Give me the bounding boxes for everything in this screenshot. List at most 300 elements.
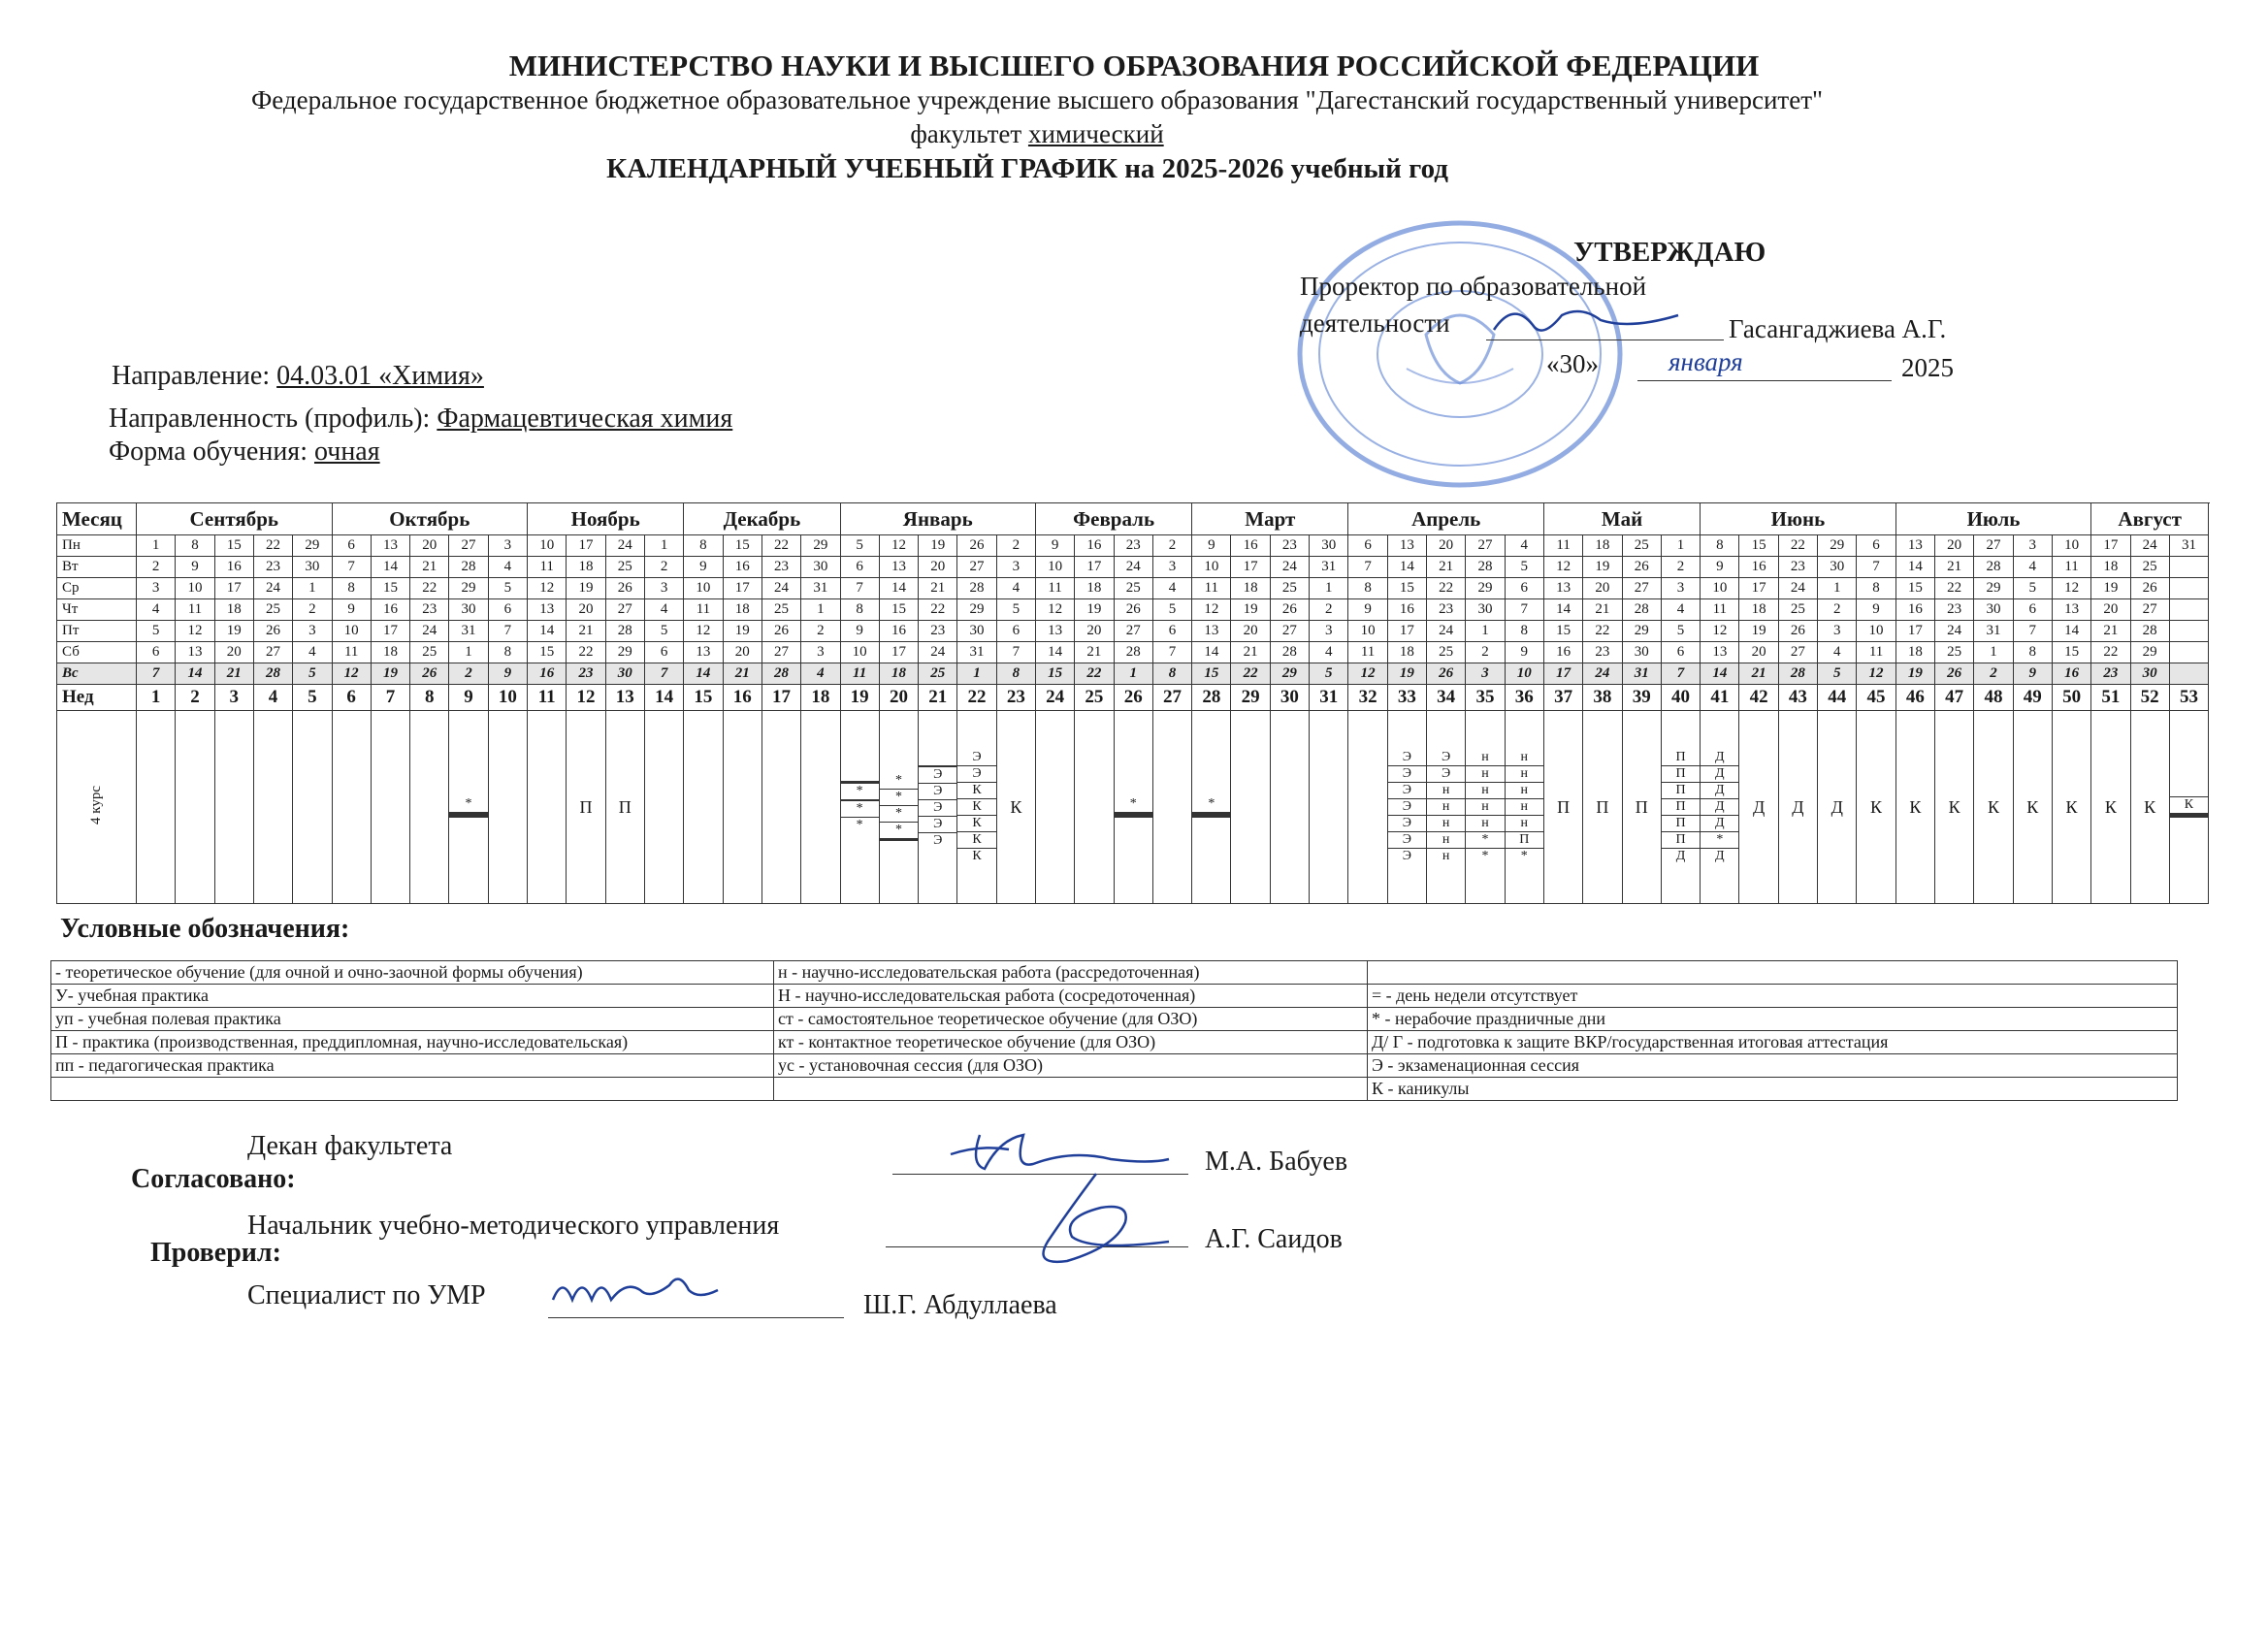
date-cell: 24 — [1583, 663, 1622, 685]
date-cell: 9 — [1857, 599, 1895, 621]
date-cell: 26 — [1778, 621, 1817, 642]
schedule-week-10 — [488, 711, 527, 904]
legend-entry — [1368, 961, 2178, 985]
date-cell: 13 — [1192, 621, 1231, 642]
schedule-week-5 — [293, 711, 332, 904]
date-cell: 3 — [801, 642, 840, 663]
date-cell: 16 — [371, 599, 409, 621]
schedule-week-4 — [253, 711, 292, 904]
week-number: 27 — [1152, 685, 1191, 711]
date-cell: 19 — [1231, 599, 1270, 621]
date-cell: 27 — [605, 599, 644, 621]
week-number: 11 — [528, 685, 567, 711]
date-cell: 2 — [1466, 642, 1505, 663]
schedule-week-mark: К — [1010, 796, 1022, 817]
week-number: 49 — [2013, 685, 2052, 711]
week-number: 40 — [1661, 685, 1700, 711]
date-cell: 10 — [332, 621, 371, 642]
week-number: 15 — [684, 685, 723, 711]
date-cell: 27 — [253, 642, 292, 663]
date-cell: 31 — [2169, 535, 2208, 557]
date-cell: 31 — [1974, 621, 2013, 642]
legend-entry — [774, 1078, 1368, 1101]
date-cell: 7 — [1857, 557, 1895, 578]
date-cell: 24 — [2130, 535, 2169, 557]
date-cell: 22 — [410, 578, 449, 599]
date-cell: 7 — [996, 642, 1035, 663]
date-cell: 19 — [371, 663, 409, 685]
date-cell: 21 — [1935, 557, 1974, 578]
date-cell: 27 — [761, 642, 800, 663]
date-cell: 2 — [1661, 557, 1700, 578]
date-cell: 21 — [1739, 663, 1778, 685]
date-cell: 20 — [723, 642, 761, 663]
schedule-day-cell: н — [1506, 783, 1543, 799]
schedule-week-36 — [1505, 711, 1543, 904]
date-cell: 29 — [2130, 642, 2169, 663]
month-header: Август — [2091, 503, 2209, 535]
date-cell: 4 — [1505, 535, 1543, 557]
schedule-week-22 — [957, 711, 996, 904]
weekday-label: Вт — [57, 557, 137, 578]
date-cell: 3 — [137, 578, 176, 599]
date-cell: 13 — [1035, 621, 1074, 642]
schedule-week-20 — [879, 711, 918, 904]
date-cell: 18 — [1231, 578, 1270, 599]
schedule-week-46 — [1895, 711, 1934, 904]
schedule-week-mark: К — [1870, 796, 1883, 817]
week-number: 18 — [801, 685, 840, 711]
date-cell: 22 — [1075, 663, 1114, 685]
date-cell: 26 — [2130, 578, 2169, 599]
schedule-day-cell: н — [1506, 750, 1543, 766]
date-cell: 22 — [567, 642, 605, 663]
date-cell: 10 — [684, 578, 723, 599]
schedule-week-48 — [1974, 711, 2013, 904]
date-cell: 12 — [879, 535, 918, 557]
date-cell: 31 — [801, 578, 840, 599]
date-cell: 5 — [996, 599, 1035, 621]
schedule-day-cell: П — [1662, 832, 1700, 849]
date-cell: 10 — [1701, 578, 1739, 599]
date-cell: 13 — [176, 642, 214, 663]
direction-label: Направление: — [112, 361, 271, 391]
date-cell: 16 — [879, 621, 918, 642]
date-cell: 12 — [1035, 599, 1074, 621]
schedule-day-cell: Д — [1701, 766, 1738, 783]
week-number: 53 — [2169, 685, 2208, 711]
week-number: 50 — [2052, 685, 2090, 711]
week-number: 1 — [137, 685, 176, 711]
schedule-week-51 — [2091, 711, 2130, 904]
date-cell: 18 — [567, 557, 605, 578]
date-cell: 20 — [2091, 599, 2130, 621]
week-number: 37 — [1543, 685, 1582, 711]
date-cell: 5 — [293, 663, 332, 685]
date-cell: 7 — [644, 663, 683, 685]
direction-line — [112, 361, 484, 392]
schedule-day-cell: н — [1506, 816, 1543, 832]
schedule-week-53 — [2169, 711, 2208, 904]
date-cell: 18 — [1387, 642, 1426, 663]
date-cell: 9 — [1192, 535, 1231, 557]
date-cell: 25 — [1270, 578, 1309, 599]
date-cell: 17 — [1387, 621, 1426, 642]
date-cell: 30 — [957, 621, 996, 642]
schedule-week-41 — [1701, 711, 1739, 904]
institution-name: Федеральное государственное бюджетное образовательное учреждение высшего образования "Дагестанский государственный университет" — [250, 85, 1824, 114]
date-cell: 15 — [214, 535, 253, 557]
schedule-day-cell: Э — [919, 800, 956, 817]
schedule-week-34 — [1427, 711, 1466, 904]
week-number: 12 — [567, 685, 605, 711]
date-cell: 17 — [879, 642, 918, 663]
date-cell: 14 — [1895, 557, 1934, 578]
date-cell: 18 — [214, 599, 253, 621]
schedule-day-cell: П — [1662, 799, 1700, 816]
date-cell: 28 — [2130, 621, 2169, 642]
date-cell: 12 — [684, 621, 723, 642]
week-number: 5 — [293, 685, 332, 711]
date-cell: 25 — [410, 642, 449, 663]
date-cell: 15 — [1192, 663, 1231, 685]
date-cell: 30 — [449, 599, 488, 621]
schedule-day-cell: Э — [957, 766, 995, 783]
schedule-day-cell: н — [1427, 783, 1465, 799]
week-number: 33 — [1387, 685, 1426, 711]
date-cell: 28 — [253, 663, 292, 685]
profile-value: Фармацевтическая химия — [437, 404, 733, 434]
legend-entry: уп - учебная полевая практика — [51, 1008, 774, 1031]
date-cell: 17 — [2091, 535, 2130, 557]
date-cell: 2 — [1152, 535, 1191, 557]
date-cell: 7 — [137, 663, 176, 685]
schedule-day-cell: * — [841, 784, 879, 800]
date-cell: 14 — [684, 663, 723, 685]
date-cell: 7 — [1505, 599, 1543, 621]
schedule-day-cell: Э — [1427, 766, 1465, 783]
schedule-day-cell: Э — [919, 817, 956, 833]
schedule-day-cell: Э — [933, 833, 943, 848]
week-number: 34 — [1427, 685, 1466, 711]
date-cell: 29 — [605, 642, 644, 663]
week-number: 47 — [1935, 685, 1974, 711]
date-cell: 14 — [371, 557, 409, 578]
legend-entry — [51, 1078, 774, 1101]
weekday-label: Пн — [57, 535, 137, 557]
schedule-day-cell: П — [1506, 832, 1543, 849]
schedule-week-9 — [449, 711, 488, 904]
form-label: Форма обучения: — [109, 436, 308, 467]
date-cell: 6 — [1348, 535, 1387, 557]
dean-label: Декан факультета — [247, 1131, 453, 1161]
date-cell: 27 — [1270, 621, 1309, 642]
date-cell: 25 — [1114, 578, 1152, 599]
date-cell: 7 — [1348, 557, 1387, 578]
date-cell — [2169, 621, 2208, 642]
week-number: 24 — [1035, 685, 1074, 711]
date-cell: 14 — [1192, 642, 1231, 663]
legend-entry: кт - контактное теоретическое обучение (для ОЗО) — [774, 1031, 1368, 1054]
date-cell: 12 — [1857, 663, 1895, 685]
schedule-day-cell: Д — [1701, 799, 1738, 816]
date-cell: 19 — [919, 535, 957, 557]
date-cell: 2 — [1974, 663, 2013, 685]
month-header: Февраль — [1035, 503, 1191, 535]
date-cell: 17 — [567, 535, 605, 557]
date-cell: 13 — [528, 599, 567, 621]
date-cell: 10 — [1505, 663, 1543, 685]
schedule-day-cell: К — [957, 816, 995, 832]
legend-entry: К - каникулы — [1368, 1078, 2178, 1101]
week-number: 32 — [1348, 685, 1387, 711]
legend-entry: П - практика (производственная, преддипломная, научно-исследовательская) — [51, 1031, 774, 1054]
date-cell: 3 — [1152, 557, 1191, 578]
date-cell: 3 — [1818, 621, 1857, 642]
schedule-day-cell: н — [1466, 799, 1504, 816]
date-cell: 13 — [2052, 599, 2090, 621]
date-cell: 1 — [801, 599, 840, 621]
month-header: Апрель — [1348, 503, 1544, 535]
date-cell: 13 — [1387, 535, 1426, 557]
date-cell: 13 — [1701, 642, 1739, 663]
date-cell: 8 — [1857, 578, 1895, 599]
date-cell: 14 — [1543, 599, 1582, 621]
date-cell: 24 — [761, 578, 800, 599]
date-cell: 19 — [1387, 663, 1426, 685]
date-cell: 15 — [1035, 663, 1074, 685]
date-cell: 19 — [1583, 557, 1622, 578]
date-cell: 30 — [1818, 557, 1857, 578]
schedule-day-cell: П — [1662, 750, 1700, 766]
schedule-day-cell: * — [880, 790, 918, 806]
schedule-day-cell: * — [880, 823, 918, 839]
date-cell: 24 — [1114, 557, 1152, 578]
date-cell: 9 — [1348, 599, 1387, 621]
date-cell: 25 — [2130, 557, 2169, 578]
legend-entry: Д/ Г - подготовка к защите ВКР/государственная итоговая аттестация — [1368, 1031, 2178, 1054]
date-cell: 21 — [214, 663, 253, 685]
schedule-week-14 — [644, 711, 683, 904]
week-number: 25 — [1075, 685, 1114, 711]
date-cell: 9 — [684, 557, 723, 578]
date-cell: 8 — [488, 642, 527, 663]
date-cell: 16 — [528, 663, 567, 685]
date-cell: 14 — [528, 621, 567, 642]
week-number: 43 — [1778, 685, 1817, 711]
week-number: 45 — [1857, 685, 1895, 711]
date-cell: 1 — [449, 642, 488, 663]
date-cell: 22 — [1935, 578, 1974, 599]
date-cell: 2 — [996, 535, 1035, 557]
date-cell: 28 — [1270, 642, 1309, 663]
schedule-day-cell: Э — [1388, 816, 1426, 832]
month-header: Декабрь — [684, 503, 840, 535]
week-number: 16 — [723, 685, 761, 711]
date-cell: 8 — [176, 535, 214, 557]
schedule-week-6 — [332, 711, 371, 904]
date-cell: 27 — [1466, 535, 1505, 557]
schedule-day-cell: Д — [1701, 750, 1738, 766]
week-number: 9 — [449, 685, 488, 711]
date-cell: 6 — [840, 557, 879, 578]
schedule-day-cell: * — [1192, 796, 1230, 813]
schedule-week-37 — [1543, 711, 1582, 904]
date-cell: 12 — [1701, 621, 1739, 642]
date-cell: 15 — [1895, 578, 1934, 599]
ministry-title: МИНИСТЕРСТВО НАУКИ И ВЫСШЕГО ОБРАЗОВАНИЯ РОССИЙСКОЙ ФЕДЕРАЦИИ — [508, 48, 1760, 82]
schedule-day-cell: н — [1466, 816, 1504, 832]
date-cell: 29 — [1818, 535, 1857, 557]
week-number: 17 — [761, 685, 800, 711]
date-cell: 28 — [1466, 557, 1505, 578]
date-cell: 3 — [996, 557, 1035, 578]
date-cell: 23 — [1427, 599, 1466, 621]
date-cell: 1 — [1818, 578, 1857, 599]
week-number: 42 — [1739, 685, 1778, 711]
date-cell: 8 — [996, 663, 1035, 685]
date-cell: 18 — [1583, 535, 1622, 557]
date-cell: 7 — [488, 621, 527, 642]
date-cell: 21 — [567, 621, 605, 642]
date-cell: 20 — [1231, 621, 1270, 642]
date-cell: 15 — [1387, 578, 1426, 599]
date-cell: 18 — [723, 599, 761, 621]
date-cell: 27 — [1114, 621, 1152, 642]
faculty-value: химический — [1027, 119, 1164, 148]
date-cell: 4 — [2013, 557, 2052, 578]
schedule-week-8 — [410, 711, 449, 904]
date-cell: 1 — [1310, 578, 1348, 599]
date-cell: 21 — [1231, 642, 1270, 663]
date-cell — [2169, 578, 2208, 599]
date-cell: 5 — [644, 621, 683, 642]
date-cell: 11 — [684, 599, 723, 621]
schedule-day-cell: Д — [1715, 849, 1725, 863]
schedule-week-25 — [1075, 711, 1114, 904]
week-number: 35 — [1466, 685, 1505, 711]
date-cell: 28 — [1778, 663, 1817, 685]
date-cell: 11 — [1192, 578, 1231, 599]
date-cell: 21 — [2091, 621, 2130, 642]
date-cell: 30 — [293, 557, 332, 578]
date-cell: 1 — [957, 663, 996, 685]
date-cell: 24 — [1778, 578, 1817, 599]
schedule-week-47 — [1935, 711, 1974, 904]
week-number: 22 — [957, 685, 996, 711]
date-cell: 8 — [1348, 578, 1387, 599]
date-cell: 5 — [2013, 578, 2052, 599]
date-cell: 9 — [1701, 557, 1739, 578]
date-cell: 3 — [1661, 578, 1700, 599]
schedule-week-49 — [2013, 711, 2052, 904]
month-header: Июнь — [1701, 503, 1896, 535]
date-cell: 30 — [801, 557, 840, 578]
date-cell: 15 — [528, 642, 567, 663]
course-label: 4 курс — [88, 785, 104, 824]
week-number: 44 — [1818, 685, 1857, 711]
date-cell: 20 — [567, 599, 605, 621]
date-cell: 1 — [1114, 663, 1152, 685]
date-cell: 19 — [2091, 578, 2130, 599]
date-cell: 23 — [1270, 535, 1309, 557]
date-cell: 8 — [684, 535, 723, 557]
date-cell: 18 — [2091, 557, 2130, 578]
legend-table — [50, 960, 2178, 1101]
date-cell: 11 — [840, 663, 879, 685]
date-cell: 15 — [1739, 535, 1778, 557]
date-cell: 29 — [293, 535, 332, 557]
date-cell: 6 — [137, 642, 176, 663]
schedule-week-26 — [1114, 711, 1152, 904]
date-cell: 23 — [1778, 557, 1817, 578]
date-cell: 11 — [332, 642, 371, 663]
date-cell: 29 — [957, 599, 996, 621]
date-cell: 26 — [1935, 663, 1974, 685]
spec-name: Ш.Г. Абдуллаева — [863, 1290, 1057, 1320]
schedule-week-mark: К — [1948, 796, 1960, 817]
date-cell: 26 — [605, 578, 644, 599]
date-cell: 15 — [723, 535, 761, 557]
date-cell — [2169, 557, 2208, 578]
schedule-day-cell — [1192, 817, 1230, 818]
date-cell: 16 — [214, 557, 253, 578]
week-number: 29 — [1231, 685, 1270, 711]
date-cell: 20 — [1739, 642, 1778, 663]
schedule-day-cell: Э — [1388, 783, 1426, 799]
date-cell: 30 — [1622, 642, 1661, 663]
date-cell: 8 — [332, 578, 371, 599]
schedule-week-mark: К — [2104, 796, 2117, 817]
schedule-week-mark: К — [1909, 796, 1922, 817]
faculty-line — [0, 119, 2171, 149]
date-cell: 12 — [332, 663, 371, 685]
schedule-week-7 — [371, 711, 409, 904]
profile-line — [109, 404, 732, 435]
date-cell: 27 — [2130, 599, 2169, 621]
date-cell: 13 — [879, 557, 918, 578]
schedule-week-mark: К — [1987, 796, 1999, 817]
date-cell: 30 — [2130, 663, 2169, 685]
date-cell: 26 — [253, 621, 292, 642]
date-cell: 28 — [605, 621, 644, 642]
schedule-day-cell: К — [972, 849, 982, 863]
agreed-label: Согласовано: — [131, 1164, 296, 1194]
week-number: 13 — [605, 685, 644, 711]
date-cell: 18 — [1895, 642, 1934, 663]
date-cell: 22 — [1231, 663, 1270, 685]
date-cell: 17 — [214, 578, 253, 599]
date-cell: 5 — [1505, 557, 1543, 578]
schedule-day-cell: н — [1442, 849, 1450, 863]
week-number: 23 — [996, 685, 1035, 711]
date-cell: 30 — [1310, 535, 1348, 557]
date-cell: 11 — [1348, 642, 1387, 663]
date-cell: 19 — [1895, 663, 1934, 685]
week-number: 6 — [332, 685, 371, 711]
schedule-day-cell: Д — [1701, 783, 1738, 799]
date-cell: 26 — [957, 535, 996, 557]
schedule-day-cell: * — [841, 801, 879, 818]
schedule-week-35 — [1466, 711, 1505, 904]
schedule-week-mark: П — [579, 796, 593, 817]
date-cell: 16 — [1543, 642, 1582, 663]
date-cell: 4 — [1152, 578, 1191, 599]
date-cell: 9 — [332, 599, 371, 621]
date-cell: 24 — [410, 621, 449, 642]
schedule-day-cell: Э — [957, 750, 995, 766]
date-cell: 23 — [2091, 663, 2130, 685]
